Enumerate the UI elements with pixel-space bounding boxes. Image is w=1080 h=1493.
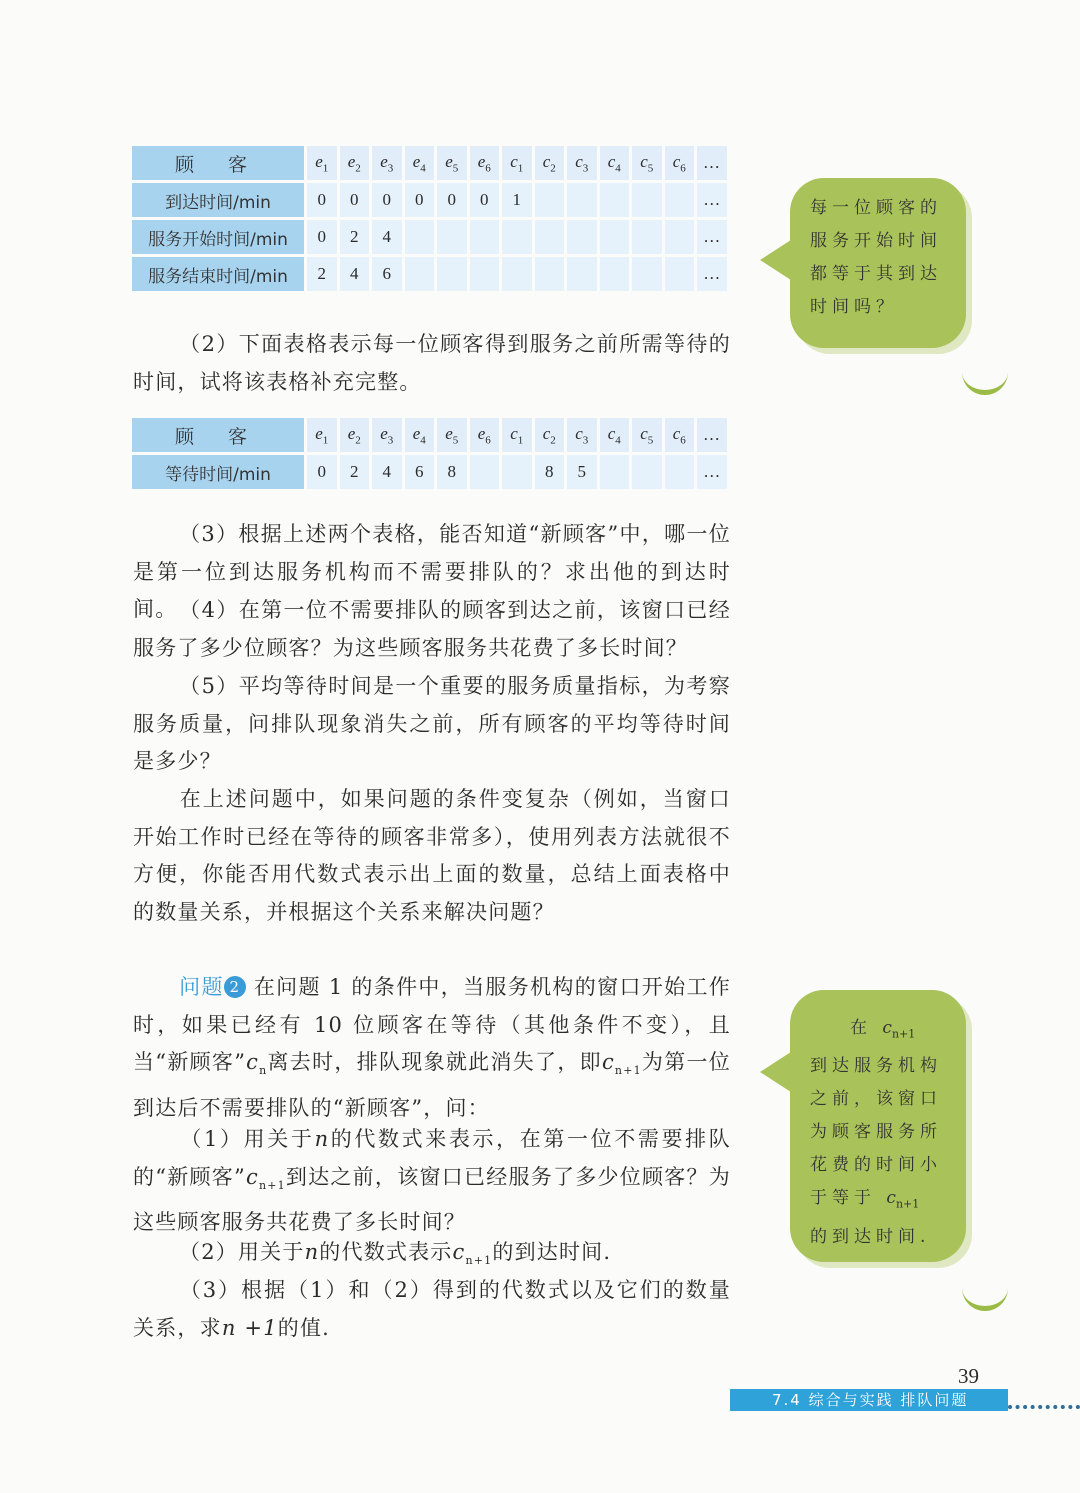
section-footer-banner: 7.4 综合与实践 排队问题 [730, 1389, 1008, 1411]
cell [535, 220, 565, 254]
sub3-text-a: （3）根据（1）和（2）得到的代数式以及它们的数量关系，求 [133, 1278, 731, 1340]
sub1-text-a: （1）用关于 [179, 1127, 315, 1151]
sub1-text-c: 到达之前，该窗口已经服务了多少位顾客？为这些顾客服务共花费了多长时间？ [133, 1164, 732, 1235]
table1-row-service-start [132, 220, 727, 254]
problem-2-number-badge: 2 [224, 976, 246, 998]
cell: 0 [470, 183, 500, 217]
table1-row-arrival [132, 183, 727, 217]
cell [632, 455, 662, 489]
dotted-divider [1008, 1405, 1080, 1409]
table1-row-service-end [132, 257, 727, 291]
table2-customer: $c_1$ [502, 418, 532, 452]
sub2-text-c: 的到达时间. [492, 1240, 612, 1264]
table2-customer: $c_5$ [632, 418, 662, 452]
question-2-paragraph [133, 326, 731, 401]
table2-row-waiting [132, 455, 727, 489]
cell [632, 220, 662, 254]
table1-header-label: 顾 客 [132, 146, 304, 180]
table1-customer: $e_4$ [405, 146, 435, 180]
problem-2-text-b: 离去时，排队现象就此消失了，即 [267, 1050, 602, 1074]
table2-customer: $c_6$ [665, 418, 695, 452]
row-label: 服务结束时间/min [132, 257, 304, 291]
table1-customer: $e_6$ [470, 146, 500, 180]
cell: 8 [437, 455, 467, 489]
sub2-text-a: （2）用关于 [179, 1240, 305, 1264]
table2-customer: $e_5$ [437, 418, 467, 452]
cell: 0 [405, 183, 435, 217]
side-note-bubble-1 [790, 178, 966, 348]
cell [502, 257, 532, 291]
cell [405, 257, 435, 291]
var-cn1: $c_{n+1}$ [886, 1188, 920, 1211]
cell [665, 220, 695, 254]
cell: 2 [307, 257, 337, 291]
cell: 0 [437, 183, 467, 217]
cell [600, 220, 630, 254]
cell [567, 183, 597, 217]
table2-customer: $e_2$ [340, 418, 370, 452]
cell [567, 220, 597, 254]
table1-customer: $e_2$ [340, 146, 370, 180]
cell: 4 [372, 455, 402, 489]
cell [535, 257, 565, 291]
cell [470, 257, 500, 291]
cell [535, 183, 565, 217]
cell: 0 [372, 183, 402, 217]
question-4-paragraph [133, 592, 731, 667]
table1-header-row [132, 146, 727, 180]
cell: 6 [405, 455, 435, 489]
cell [437, 257, 467, 291]
table1-customer: $c_4$ [600, 146, 630, 180]
problem-2-label: 问题 [179, 975, 224, 999]
bubble2-text-b: 到达服务机构之前，该窗口为顾客服务所花费的时间小于等于 [810, 1056, 942, 1209]
swirl-decoration-icon [962, 360, 1008, 395]
table1-customer: $e_3$ [372, 146, 402, 180]
page-number: 39 [958, 1364, 979, 1388]
expr-n-plus-1: n +1 [221, 1315, 278, 1340]
table1-customer: $c_6$ [665, 146, 695, 180]
cell: 0 [340, 183, 370, 217]
sub1-text-b: 的代数式来表示，在第一位不需要排队的“新顾客” [133, 1127, 732, 1189]
var-n: n [314, 1127, 330, 1151]
table2-customer: $e_4$ [405, 418, 435, 452]
bubble2-text-c: 的到达时间. [810, 1226, 931, 1247]
cell: 2 [340, 455, 370, 489]
table2-header-row [132, 418, 727, 452]
table2-customer: $e_3$ [372, 418, 402, 452]
table2-customer: $c_3$ [567, 418, 597, 452]
table2-customer: $e_6$ [470, 418, 500, 452]
cell: 4 [340, 257, 370, 291]
table1-customer: $e_1$ [307, 146, 337, 180]
table1-customer: $c_1$ [502, 146, 532, 180]
cell [502, 220, 532, 254]
question-5-text: （5）平均等待时间是一个重要的服务质量指标，为考察服务质量，问排队现象消失之前，所有顾客的平均等待时间是多少？ [133, 674, 731, 773]
summary-text: 在上述问题中，如果问题的条件变复杂（例如，当窗口开始工作时已经在等待的顾客非常多），使用列表方法就很不方便，你能否用代数式表示出上面的数量，总结上面表格中的数量关系，并根据这个关系来解决问题？ [133, 787, 731, 924]
cell [470, 455, 500, 489]
cell: 4 [372, 220, 402, 254]
cell [665, 257, 695, 291]
cell [502, 455, 532, 489]
var-cn1: $c_{n+1}$ [452, 1240, 493, 1268]
cell: 1 [502, 183, 532, 217]
var-cn1: $c_{n+1}$ [601, 1050, 642, 1078]
cell-ellipsis: … [697, 220, 727, 254]
problem-2-paragraph [133, 969, 731, 1127]
question-2-text: （2）下面表格表示每一位顾客得到服务之前所需等待的时间，试将该表格补充完整。 [133, 332, 731, 394]
cell [470, 220, 500, 254]
cell [632, 257, 662, 291]
row-label: 到达时间/min [132, 183, 304, 217]
cell [665, 183, 695, 217]
var-cn1: $c_{n+1}$ [245, 1164, 286, 1192]
sub2-text-b: 的代数式表示 [319, 1240, 453, 1264]
cell [567, 257, 597, 291]
table1-customer: $e_5$ [437, 146, 467, 180]
question-5-paragraph [133, 668, 731, 781]
table-arrival-service [129, 143, 730, 294]
table2-ellipsis: … [697, 418, 727, 452]
question-3-text: （3）根据上述两个表格，能否知道“新顾客”中，哪一位是第一位到达服务机构而不需要排队的？求出他的到达时间。 [133, 522, 731, 621]
cell [632, 183, 662, 217]
cell: 8 [535, 455, 565, 489]
table2-customer: $e_1$ [307, 418, 337, 452]
problem-2-text-a: 在问题 1 的条件中，当服务机构的窗口开始工作时，如果已经有 10 位顾客在等待（其他条件不变），且当“新顾客” [133, 975, 731, 1074]
cell: 6 [372, 257, 402, 291]
table2-header-label: 顾 客 [132, 418, 304, 452]
cell-ellipsis: … [697, 183, 727, 217]
table1-customer: $c_5$ [632, 146, 662, 180]
bubble2-text-a: 在 [850, 1018, 872, 1038]
cell [600, 183, 630, 217]
var-n: n [304, 1240, 320, 1264]
cell [665, 455, 695, 489]
cell: 0 [307, 455, 337, 489]
table-waiting-time [129, 415, 730, 492]
cell [437, 220, 467, 254]
table1-customer: $c_3$ [567, 146, 597, 180]
table2-customer: $c_2$ [535, 418, 565, 452]
problem-2-sub-3 [133, 1272, 731, 1347]
cell-ellipsis: … [697, 455, 727, 489]
cell-ellipsis: … [697, 257, 727, 291]
problem-2-sub-1 [133, 1121, 731, 1242]
row-label: 等待时间/min [132, 455, 304, 489]
cell [600, 257, 630, 291]
cell: 2 [340, 220, 370, 254]
swirl-decoration-icon [962, 1276, 1008, 1311]
summary-paragraph [133, 781, 731, 931]
cell: 0 [307, 220, 337, 254]
var-cn1: $c_{n+1}$ [882, 1018, 916, 1041]
cell [600, 455, 630, 489]
sub3-text-b: 的值. [277, 1315, 331, 1340]
cell: 5 [567, 455, 597, 489]
side-note-bubble-2 [790, 990, 966, 1262]
row-label: 服务开始时间/min [132, 220, 304, 254]
question-4-text: （4）在第一位不需要排队的顾客到达之前，该窗口已经服务了多少位顾客？为这些顾客服务共花费了多长时间？ [133, 598, 731, 660]
cell: 0 [307, 183, 337, 217]
table1-ellipsis: … [697, 146, 727, 180]
var-cn: $c_n$ [246, 1050, 268, 1078]
problem-2-text-c: 为第一位到达后不需要排队的“新顾客”，问： [133, 1050, 732, 1120]
side-note-text: 每一位顾客的服务开始时间都等于其到达时间吗？ [810, 198, 942, 317]
table1-customer: $c_2$ [535, 146, 565, 180]
cell [405, 220, 435, 254]
table2-customer: $c_4$ [600, 418, 630, 452]
